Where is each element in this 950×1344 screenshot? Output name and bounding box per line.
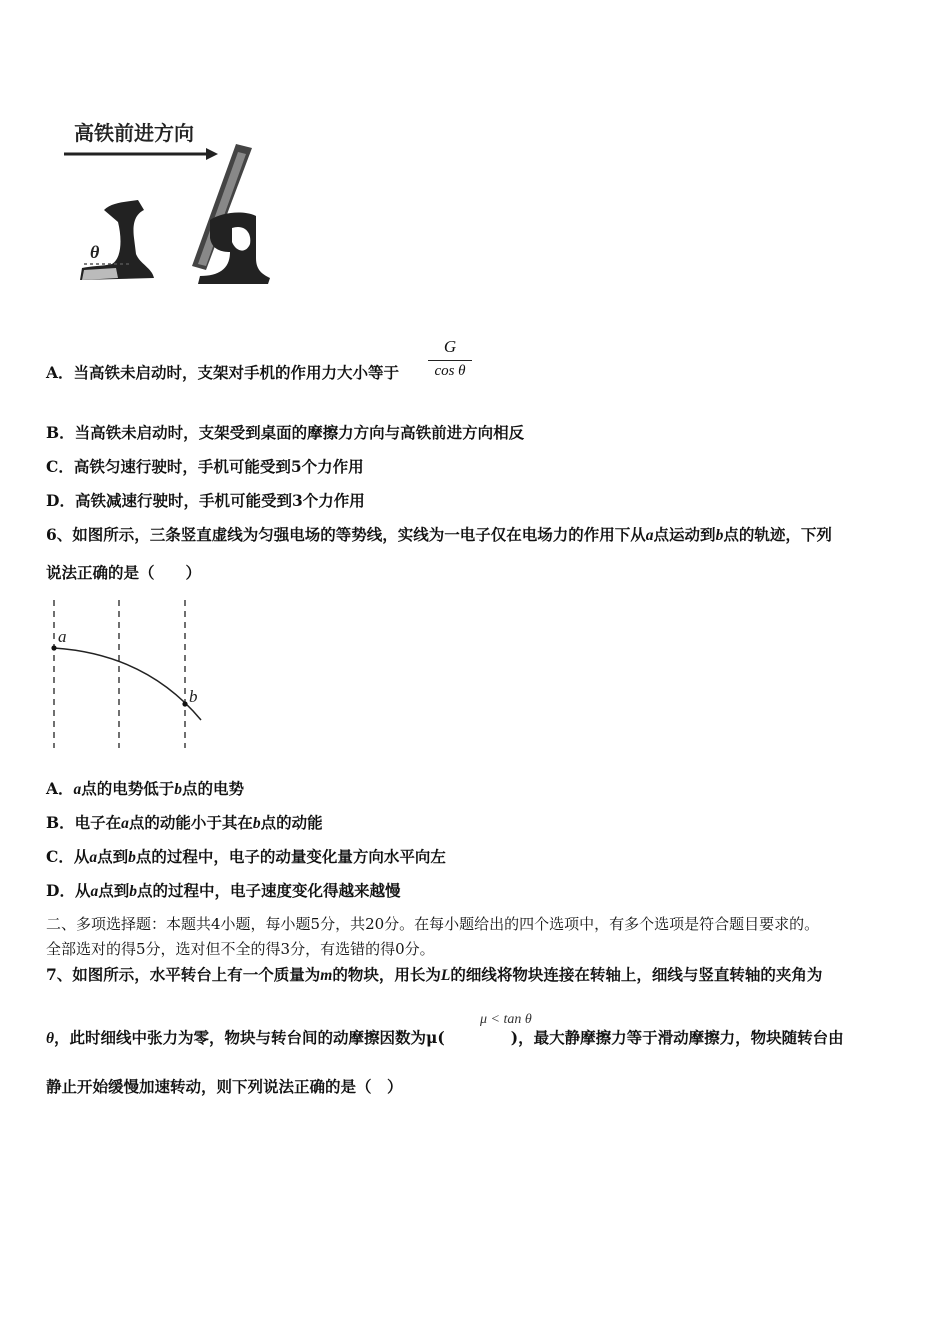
q7-stem-line2 xyxy=(46,1026,844,1048)
q7-stem-line1 xyxy=(46,963,822,985)
q7-stem1-part2: 的物块，用长为 xyxy=(332,965,441,984)
q6-option-a-text2: 点的电势 xyxy=(182,779,245,798)
q6-option-a-var-a: a xyxy=(73,781,82,798)
q6-stem-part2: 点运动到 xyxy=(653,525,716,544)
holder-right xyxy=(192,144,270,284)
q5-option-a xyxy=(46,361,399,383)
q5-option-c: C．高铁匀速行驶时，手机可能受到5个力作用 xyxy=(46,457,364,476)
point-a-dot xyxy=(51,645,56,650)
section2-line2: 全部选对的得5分，选对但不全的得3分，有选错的得0分。 xyxy=(46,940,435,958)
point-b-label: b xyxy=(189,687,198,706)
angle-theta-label: θ xyxy=(90,242,100,262)
q6-option-d-label: D．从 xyxy=(46,881,91,900)
q6-option-a-var-b: b xyxy=(174,781,183,798)
point-a-label: a xyxy=(58,627,67,646)
figure-caption: 高铁前进方向 xyxy=(74,123,194,145)
q6-option-d-var-a: a xyxy=(90,883,99,900)
q6-option-d xyxy=(46,879,400,901)
fraction-g-over-cos-theta xyxy=(428,337,472,380)
q6-option-d-text1: 点到 xyxy=(98,881,130,900)
q6-option-c-text2: 点的过程中，电子的动量变化量方向水平向左 xyxy=(135,847,446,866)
q6-option-a-text1: 点的电势低于 xyxy=(81,779,175,798)
direction-arrowhead xyxy=(206,148,218,160)
q6-option-b-var-a: a xyxy=(121,815,129,832)
fraction-bar xyxy=(428,360,472,361)
q6-option-c xyxy=(46,845,446,867)
q6-option-d-text2: 点的过程中，电子速度变化得越来越慢 xyxy=(136,881,401,900)
q6-var-b: b xyxy=(715,527,724,544)
electron-trajectory xyxy=(54,648,201,720)
q6-stem-line1 xyxy=(46,523,832,545)
holder-left xyxy=(80,200,154,280)
q6-option-a-label: A． xyxy=(46,779,74,798)
q7-stem2-part1: ，此时细线中张力为零，物块与转台间的动摩擦因数为μ( xyxy=(54,1028,445,1047)
q7-stem-line3: 静止开始缓慢加速转动，则下列说法正确的是（ ） xyxy=(46,1077,403,1096)
section2-line1: 二、多项选择题：本题共4小题，每小题5分，共20分。在每小题给出的四个选项中，有多个选项是符合题目要求的。 xyxy=(46,915,820,933)
q5-option-d: D．高铁减速行驶时，手机可能受到3个力作用 xyxy=(46,491,365,510)
q7-var-m: m xyxy=(320,967,333,984)
q7-stem2-part2: )，最大静摩擦力等于滑动摩擦力，物块随转台由 xyxy=(510,1028,844,1047)
q6-option-b-var-b: b xyxy=(252,815,261,832)
q7-var-l: L xyxy=(440,967,451,984)
q6-option-a xyxy=(46,777,244,799)
equipotential-figure xyxy=(46,598,216,753)
point-b-dot xyxy=(182,701,187,706)
q5-option-a-text: A．当高铁未启动时，支架对手机的作用力大小等于 xyxy=(46,363,400,382)
q6-option-b-text1: 点的动能小于其在 xyxy=(128,813,253,832)
fraction-numerator: G xyxy=(443,337,457,356)
q6-option-d-var-b: b xyxy=(129,883,137,900)
q6-option-b-label: B．电子在 xyxy=(46,813,122,832)
q6-stem-part1: 6、如图所示，三条竖直虚线为匀强电场的等势线，实线为一电子仅在电场力的作用下从 xyxy=(46,525,646,544)
q6-option-c-var-a: a xyxy=(89,849,98,866)
q7-friction-condition: μ < tan θ xyxy=(480,1012,532,1027)
q6-option-b-text2: 点的动能 xyxy=(260,813,323,832)
q6-stem-line2: 说法正确的是（ ） xyxy=(46,563,202,582)
q6-option-b xyxy=(46,811,323,833)
fraction-denominator: cos θ xyxy=(434,363,466,379)
q7-var-theta: θ xyxy=(46,1030,55,1047)
q6-option-c-text1: 点到 xyxy=(97,847,129,866)
q7-stem1-part3: 的细线将物块连接在转轴上，细线与竖直转轴的夹角为 xyxy=(450,965,823,984)
q6-option-c-var-b: b xyxy=(128,849,136,866)
q5-option-b: B．当高铁未启动时，支架受到桌面的摩擦力方向与高铁前进方向相反 xyxy=(46,423,525,442)
q6-option-c-label: C．从 xyxy=(46,847,90,866)
q6-var-a: a xyxy=(645,527,654,544)
phone-holder-figure xyxy=(60,118,280,288)
q6-stem-part3: 点的轨迹，下列 xyxy=(723,525,832,544)
q7-stem1-part1: 7、如图所示，水平转台上有一个质量为 xyxy=(46,965,321,984)
